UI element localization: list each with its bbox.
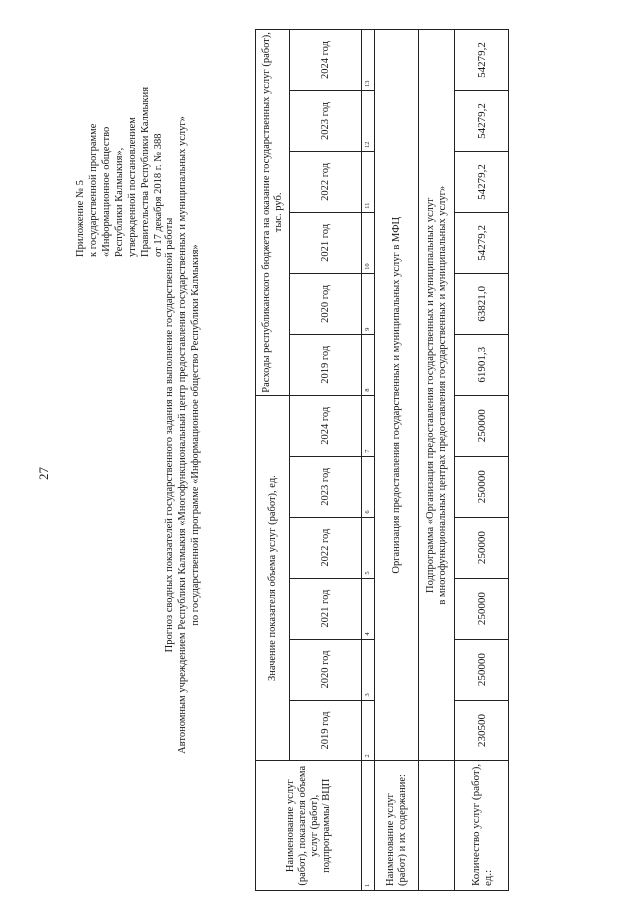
section-title-cell: Организация предоставления государственных и муниципальных услуг в МФЦ xyxy=(375,30,419,761)
year-header: 2019 год xyxy=(290,700,362,761)
column-number: 12 xyxy=(362,91,375,152)
year-header: 2019 год xyxy=(290,334,362,395)
appendix-line: к государственной программе xyxy=(88,123,99,257)
year-header: 2023 год xyxy=(290,456,362,517)
forecast-table xyxy=(255,29,509,891)
name-column-header: Наименование услуг (работ), показателя объема услуг (работ), подпрограммы/ ВЦП xyxy=(256,761,362,891)
column-number: 8 xyxy=(362,334,375,395)
column-number: 4 xyxy=(362,578,375,639)
year-header: 2021 год xyxy=(290,578,362,639)
subprogram-title-cell xyxy=(419,30,455,761)
column-number: 5 xyxy=(362,517,375,578)
budget-value-cell: 61901,3 xyxy=(455,334,509,395)
appendix-line: Приложение № 5 xyxy=(75,180,86,257)
budget-value-cell: 54279,2 xyxy=(455,212,509,273)
volume-value-cell: 250000 xyxy=(455,456,509,517)
appendix-block xyxy=(74,87,165,257)
budget-value-cell: 54279,2 xyxy=(455,30,509,91)
appendix-line: Республики Калмыкия», xyxy=(114,147,125,257)
title-line: по государственной программе «Информационное общество Республики Калмыкия» xyxy=(190,244,201,626)
column-number: 10 xyxy=(362,212,375,273)
appendix-line: Правительства Республики Калмыкия xyxy=(140,86,151,257)
volume-group-header: Значение показателя объема услуг (работ), ед. xyxy=(256,395,290,761)
column-number: 11 xyxy=(362,151,375,212)
volume-value-cell: 250000 xyxy=(455,517,509,578)
appendix-line: от 17 декабря 2018 г. № 388 xyxy=(153,133,164,257)
volume-value-cell: 250000 xyxy=(455,578,509,639)
year-header: 2024 год xyxy=(290,395,362,456)
year-header: 2023 год xyxy=(290,91,362,152)
title-line: Прогноз сводных показателей государственного задания на выполнение государственной работы xyxy=(164,217,175,653)
appendix-line: «Информационное общество xyxy=(101,126,112,257)
year-header: 2020 год xyxy=(290,639,362,700)
column-number: 13 xyxy=(362,30,375,91)
column-number: 2 xyxy=(362,700,375,761)
year-header: 2021 год xyxy=(290,212,362,273)
subprogram-line: Подпрограмма «Организация предоставления государственных и муниципальных услуг xyxy=(424,197,436,593)
budget-value-cell: 54279,2 xyxy=(455,151,509,212)
volume-value-cell: 250000 xyxy=(455,639,509,700)
budget-group-header: Расходы республиканского бюджета на оказание государственных услуг (работ), тыс. руб. xyxy=(256,30,290,396)
document-title xyxy=(163,55,202,815)
year-header: 2022 год xyxy=(290,151,362,212)
column-number: 6 xyxy=(362,456,375,517)
title-line: Автономным учреждением Республики Калмыкия «Многофункциональный центр предоставления государственных и муниципальных услуг» xyxy=(177,116,188,754)
page-number: 27 xyxy=(36,467,51,480)
budget-value-cell: 54279,2 xyxy=(455,91,509,152)
content-label-cell: Наименование услуг (работ) и их содержание: xyxy=(375,761,419,891)
row-label-cell: Количество услуг (работ), ед.: xyxy=(455,761,509,891)
year-header: 2022 год xyxy=(290,517,362,578)
budget-value-cell: 63821,0 xyxy=(455,273,509,334)
appendix-line: утвержденной постановлением xyxy=(127,117,138,257)
year-header: 2020 год xyxy=(290,273,362,334)
subprogram-line: в многофункциональных центрах предоставления государственных и муниципальных услуг» xyxy=(436,185,448,605)
year-header: 2024 год xyxy=(290,30,362,91)
volume-value-cell: 250000 xyxy=(455,395,509,456)
column-number: 1 xyxy=(362,761,375,891)
volume-value-cell: 230500 xyxy=(455,700,509,761)
column-number: 7 xyxy=(362,395,375,456)
column-number: 9 xyxy=(362,273,375,334)
empty-cell xyxy=(419,761,455,891)
column-number: 3 xyxy=(362,639,375,700)
